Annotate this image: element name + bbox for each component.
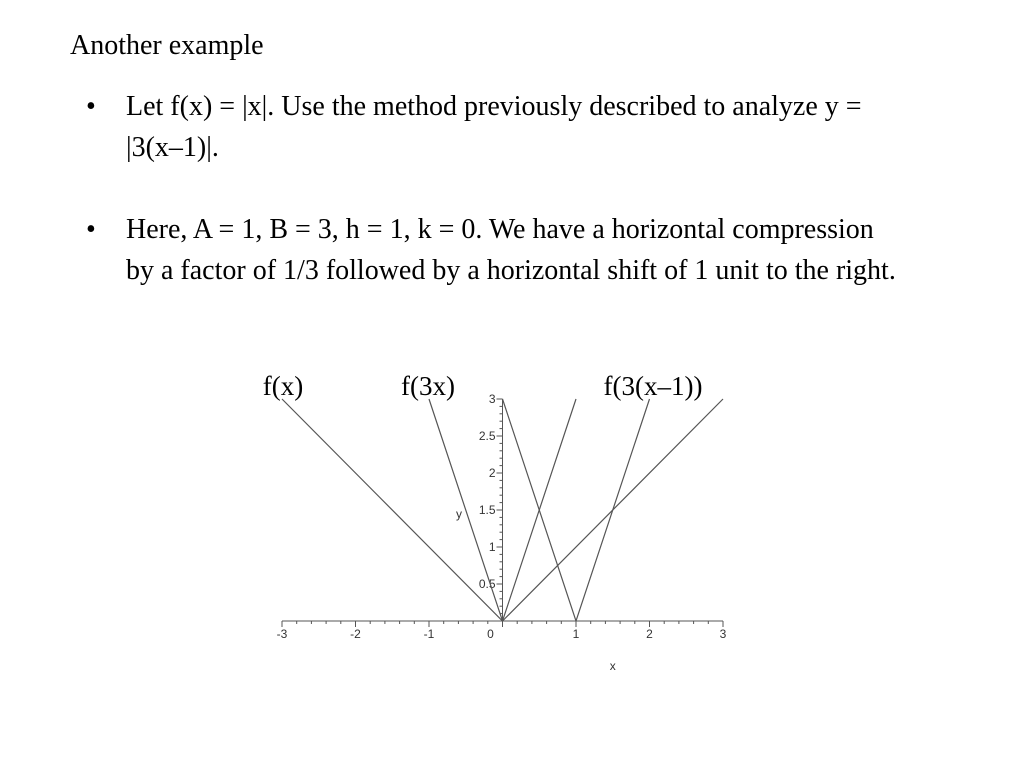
series-labels [263, 371, 703, 401]
y-axis-label: y [456, 507, 462, 521]
y-tick-label: 2.5 [478, 429, 496, 443]
bullet-icon: • [86, 214, 96, 245]
y-tick-label: 1 [488, 540, 496, 554]
x-tick-label: 2 [646, 627, 653, 641]
series-label: f(3(x–1)) [603, 371, 703, 401]
x-tick-label: -1 [423, 627, 435, 641]
x-tick-label: 3 [719, 627, 727, 641]
x-axis-label: x [609, 659, 616, 673]
slide-title: Another example [70, 30, 264, 61]
series-line [503, 399, 650, 621]
x-tick-label: -3 [276, 627, 288, 641]
series-label: f(x) [262, 371, 304, 401]
bullet-text: Let f(x) = |x|. Use the method previously described to analyze y = |3(x–1)|. [126, 91, 862, 163]
axes [277, 392, 727, 673]
series-label: f(3x) [401, 371, 455, 401]
y-tick-label: 0.5 [478, 577, 496, 591]
x-tick-label: -2 [350, 627, 361, 641]
y-tick-label: 3 [488, 392, 496, 406]
y-tick-label: 1.5 [478, 503, 496, 517]
bullet-icon: • [86, 91, 96, 122]
x-tick-label: 0 [487, 627, 494, 641]
x-tick-label: 1 [572, 627, 580, 641]
bullet-text: Here, A = 1, B = 3, h = 1, k = 0. We have a horizontal compression by a factor of 1/3 followed by a horizontal shift of 1 unit to the right. [126, 214, 896, 286]
y-tick-label: 2 [488, 466, 496, 480]
